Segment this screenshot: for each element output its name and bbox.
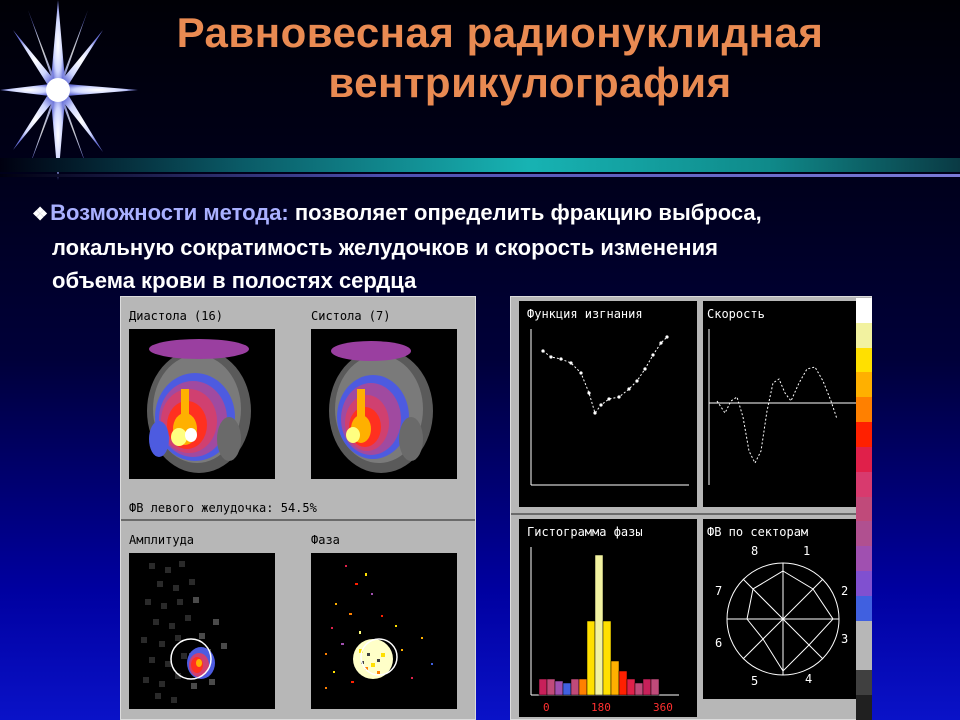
color-swatch (856, 670, 872, 695)
velocity-graph (703, 301, 863, 507)
color-swatch (856, 645, 872, 670)
phase-histogram (519, 519, 697, 717)
sector-8: 8 (751, 544, 759, 558)
amplitude-scan-image (129, 553, 275, 709)
hist-tick-360: 360 (653, 701, 673, 714)
color-swatch (856, 571, 872, 596)
sector-6: 6 (715, 636, 723, 650)
sector-ef-label: ФВ по секторам (707, 525, 809, 539)
graphs-divider (511, 513, 871, 515)
hist-tick-180: 180 (591, 701, 611, 714)
phase-label: Фаза (311, 533, 340, 547)
hist-tick-0: 0 (543, 701, 550, 714)
phase-histogram-label: Гистограмма фазы (527, 525, 643, 539)
title-line-2: вентрикулография (328, 59, 732, 106)
sector-5: 5 (751, 674, 759, 688)
title-line-1: Равновесная радионуклидная (176, 9, 824, 56)
color-swatch (856, 397, 872, 422)
color-swatch (856, 621, 872, 646)
ejection-function-label: Функция изгнания (527, 307, 643, 321)
sector-3: 3 (841, 632, 849, 646)
ef-left-ventricle-label: ФВ левого желудочка: 54.5% (129, 501, 317, 515)
color-scale-bar (856, 298, 872, 720)
body-line-3: объема крови в полостях сердца (52, 268, 417, 293)
sector-7: 7 (715, 584, 723, 598)
divider-line (0, 174, 960, 177)
body-label: Возможности метода: (50, 200, 289, 225)
color-swatch (856, 695, 872, 720)
body-line-2: локальную сократимость желудочков и скорость изменения (52, 235, 718, 260)
color-swatch (856, 472, 872, 497)
divider-bar (0, 158, 960, 172)
body-paragraph (32, 196, 930, 297)
color-swatch (856, 348, 872, 373)
sector-ef-graph (703, 519, 863, 699)
color-swatch (856, 497, 872, 522)
color-swatch (856, 596, 872, 621)
scan-images-panel (120, 296, 476, 720)
body-line-1: позволяет определить фракцию выброса, (288, 200, 762, 225)
diastole-label: Диастола (16) (129, 309, 223, 323)
color-swatch (856, 546, 872, 571)
bullet-icon: ❖ (32, 204, 49, 224)
systole-label: Систола (7) (311, 309, 391, 323)
diastole-scan-image (129, 329, 275, 479)
color-swatch (856, 422, 872, 447)
color-swatch (856, 323, 872, 348)
color-swatch (856, 447, 872, 472)
panel-divider (121, 519, 475, 521)
ejection-function-graph (519, 301, 697, 507)
color-swatch (856, 298, 872, 323)
color-swatch (856, 372, 872, 397)
color-swatch (856, 521, 872, 546)
systole-scan-image (311, 329, 457, 479)
sector-2: 2 (841, 584, 849, 598)
sector-1: 1 (803, 544, 811, 558)
graphs-panel (510, 296, 872, 720)
velocity-label: Скорость (707, 307, 765, 321)
amplitude-label: Амплитуда (129, 533, 195, 547)
sector-4: 4 (805, 672, 813, 686)
slide-title (100, 8, 900, 108)
phase-scan-image (311, 553, 457, 709)
